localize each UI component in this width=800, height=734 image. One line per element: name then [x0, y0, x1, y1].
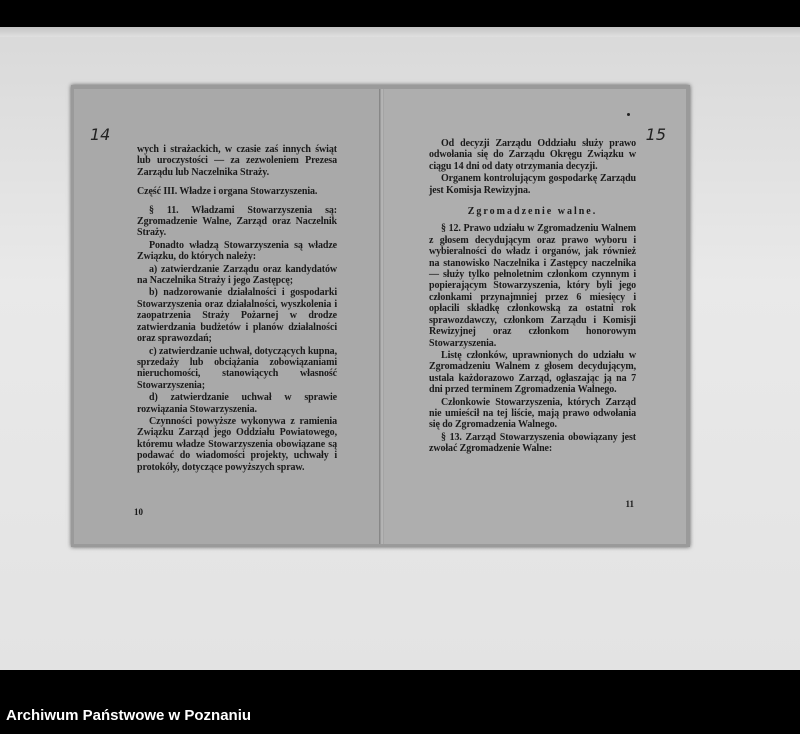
- section-heading: Część III. Władze i organa Stowarzyszenia.: [137, 186, 318, 198]
- paragraph: § 12. Prawo udziału w Zgromadzeniu Walnem z głosem decydującym oraz prawo wyboru i wybieralności do władz i organów, jak również na stanowisko Naczelnika i Zastępcy naczelnika — służy tylko pełnoletnim członkom czynnym i popierającym Stowarzyszenia, który byli jego członkami przynajmniej przez 6 miesięcy i opłacili składkę członkowską za ostatni rok sprawozdawczy, członkom Zarządu i Komisji Rewizyjnej oraz członkom honorowym Stowarzyszenia.: [429, 223, 636, 349]
- paragraph: wych i strażackich, w czasie zaś innych świąt lub uroczystości — za zezwoleniem Prezesa Zarządu lub Naczelnika Straży.: [137, 144, 337, 178]
- paragraph: § 11. Władzami Stowarzyszenia są: Zgromadzenie Walne, Zarząd oraz Naczelnik Straży.: [137, 204, 337, 239]
- handwritten-page-number-right: 15: [645, 125, 666, 144]
- page-number-left: 10: [134, 506, 143, 517]
- paragraph: Organem kontrolującym gospodarkę Zarządu jest Komisja Rewizyjna.: [429, 173, 636, 196]
- list-item: d) zatwierdzanie uchwał w sprawie rozwiązania Stowarzyszenia.: [137, 392, 337, 415]
- footer-bar: [0, 670, 800, 734]
- left-page-text: [137, 144, 337, 474]
- right-page: [384, 89, 686, 544]
- paragraph: Członkowie Stowarzyszenia, których Zarząd nie umieścił na tej liście, mają prawo odwołania się do Zgromadzenia Walnego.: [429, 396, 636, 431]
- left-page: [74, 89, 380, 544]
- paragraph: Listę członków, uprawnionych do udziału w Zgromadzeniu Walnem z głosem decydującym, ustala każdorazowo Zarząd, ogłaszając ją na 7 dni przed terminem Zgromadzenia Walnego.: [429, 349, 636, 396]
- paragraph: § 13. Zarząd Stowarzyszenia obowiązany jest zwołać Zgromadzenie Walne:: [429, 431, 636, 455]
- page-number-right: 11: [625, 498, 634, 509]
- ink-dot: [627, 113, 630, 116]
- list-item: a) zatwierdzanie Zarządu oraz kandydatów na Naczelnika Straży i jego Zastępcę;: [137, 263, 337, 287]
- handwritten-page-number-left: 14: [90, 125, 111, 144]
- section-heading: Zgromadzenie walne.: [467, 206, 598, 218]
- paragraph: Od decyzji Zarządu Oddziału służy prawo odwołania się do Zarządu Okręgu Związku w ciągu 14 dni od daty otrzymania decyzji.: [429, 138, 636, 172]
- list-item: c) zatwierdzanie uchwał, dotyczących kupna, sprzedaży lub obciążania zobowiązaniami nieruchomości, stanowiących własność Stowarzyszenia;: [137, 345, 337, 391]
- paragraph: Ponadto władzą Stowarzyszenia są władze Związku, do których należy:: [137, 239, 337, 263]
- list-item: b) nadzorowanie działalności i gospodarki Stowarzyszenia oraz działalności, wyszkolenia i zaopatrzenia Straży Pożarnej w drodze zatwierdzania budżetów i planów działalności oraz sprawozdań;: [137, 287, 337, 345]
- archive-label: Archiwum Państwowe w Poznaniu: [6, 707, 252, 724]
- paragraph: Czynności powyższe wykonywa z ramienia Związku Zarząd jego Oddziału Powiatowego, któremu władze Stowarzyszenia obowiązane są podawać do wiadomości projekty, uchwały i protokóły, dotyczące powyższych spraw.: [137, 415, 337, 473]
- right-page-text: [429, 138, 636, 456]
